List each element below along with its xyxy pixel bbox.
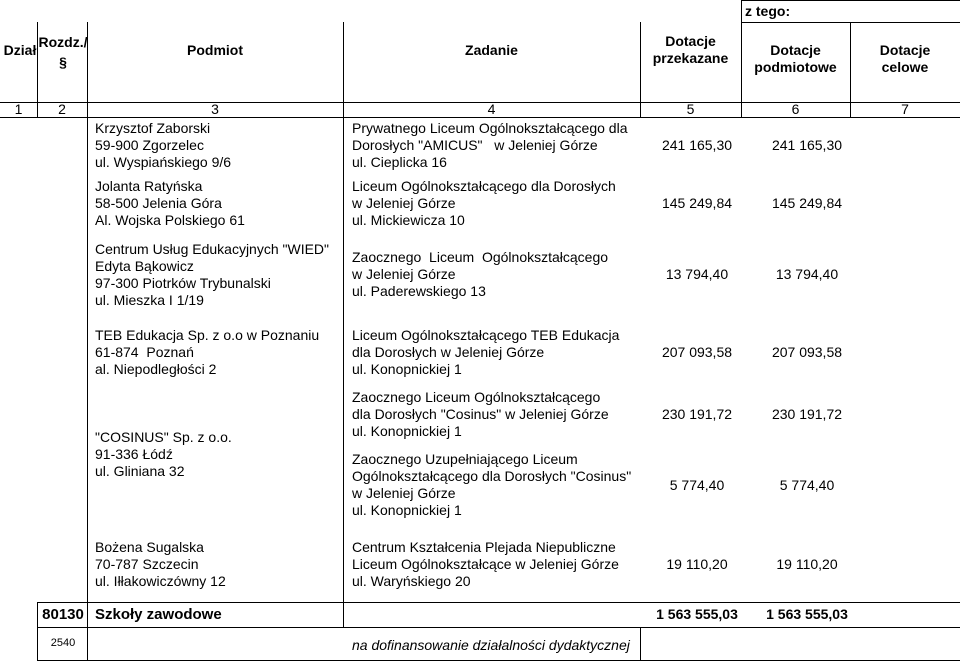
header-zadanie: Zadanie — [465, 42, 518, 58]
row-2-przekazane: 145 249,84 — [661, 195, 733, 211]
row-6-przekazane: 19 110,20 — [666, 556, 728, 572]
row-5-przekazane-1: 230 191,72 — [661, 406, 733, 422]
row-3-zadanie: Zaocznego Liceum Ogólnokształcącego w Jeleniej Górze ul. Paderewskiego 13 — [352, 249, 609, 299]
row-3-podmiot: Centrum Usług Edukacyjnych "WIED" Edyta Bąkowicz 97-300 Piotrków Trybunalski ul. Mieszka I 1/19 — [95, 241, 330, 308]
col-number-7: 7 — [901, 101, 909, 117]
header-rozdz — [37, 34, 89, 71]
row-5-podmiot: "COSINUS" Sp. z o.o. 91-336 Łódź ul. Gliniana 32 — [95, 429, 232, 479]
header-dotacje-przekazane: Dotacje przekazane — [652, 33, 729, 66]
row-6-podmiotowe: 19 110,20 — [776, 556, 838, 572]
header-dotacje-celowe: Dotacje celowe — [879, 42, 931, 75]
row-1-przekazane: 241 165,30 — [661, 137, 733, 153]
row-1-podmiotowe: 241 165,30 — [771, 137, 843, 153]
section-title: Szkoły zawodowe — [95, 606, 222, 623]
col-number-4: 4 — [487, 101, 496, 117]
col-number-6: 6 — [791, 101, 800, 117]
col-number-3: 3 — [211, 101, 219, 117]
row-3-podmiotowe: 13 794,40 — [775, 266, 839, 282]
header-dzial: Dział — [3, 42, 37, 58]
row-5-zadanie-2: Zaocznego Uzupełniającego Liceum Ogólnokształcącego dla Dorosłych "Cosinus" w Jeleniej Górze ul. Konopnickiej 1 — [352, 451, 632, 518]
col-number-5: 5 — [686, 101, 695, 117]
row-5-podmiotowe-1: 230 191,72 — [771, 406, 843, 422]
row-1-zadanie: Prywatnego Liceum Ogólnokształcącego dla Dorosłych "AMICUS" w Jeleniej Górze ul. Cieplicka 16 — [352, 120, 628, 170]
row-6-zadanie: Centrum Kształcenia Plejada Niepubliczne Liceum Ogólnokształcące w Jeleniej Górze ul. Waryńskiego 20 — [352, 539, 619, 589]
row-2-podmiot: Jolanta Ratyńska 58-500 Jelenia Góra Al. Wojska Polskiego 61 — [95, 178, 245, 228]
row-5-zadanie-1: Zaocznego Liceum Ogólnokształcącego dla Dorosłych "Cosinus" w Jeleniej Górze ul. Konopnickiej 1 — [352, 389, 609, 439]
row-4-przekazane: 207 093,58 — [661, 344, 733, 360]
subsection-title: na dofinansowanie działalności dydaktycznej — [352, 637, 630, 653]
header-dotacje-podmiotowe: Dotacje podmiotowe — [754, 42, 837, 75]
subsection-code: 2540 — [50, 637, 76, 649]
header-rozdz-label: Rozdz./ — [38, 34, 88, 50]
row-4-zadanie: Liceum Ogólnokształcącego TEB Edukacja dla Dorosłych w Jeleniej Górze ul. Konopnickiej 1 — [352, 327, 620, 377]
row-1-podmiot: Krzysztof Zaborski 59-900 Zgorzelec ul. Wyspiańskiego 9/6 — [95, 120, 232, 170]
col-number-1: 1 — [14, 101, 23, 117]
header-podmiot: Podmiot — [187, 42, 243, 58]
row-6-podmiot: Bożena Sugalska 70-787 Szczecin ul. Iłłakowiczówny 12 — [95, 539, 226, 589]
section-przekazane: 1 563 555,03 — [656, 606, 738, 622]
row-4-podmiotowe: 207 093,58 — [771, 344, 843, 360]
header-paragraph: § — [59, 54, 67, 70]
row-2-zadanie: Liceum Ogólnokształcącego dla Dorosłych w Jeleniej Górze ul. Mickiewicza 10 — [352, 178, 616, 228]
row-4-podmiot: TEB Edukacja Sp. z o.o w Poznaniu 61-874 Poznań al. Niepodległości 2 — [95, 327, 320, 377]
row-5-podmiotowe-2: 5 774,40 — [779, 477, 835, 493]
row-5-przekazane-2: 5 774,40 — [669, 477, 725, 493]
row-3-przekazane: 13 794,40 — [665, 266, 729, 282]
row-2-podmiotowe: 145 249,84 — [771, 195, 843, 211]
section-podmiotowe: 1 563 555,03 — [766, 606, 848, 622]
header-z-tego: z tego: — [745, 3, 791, 19]
col-number-2: 2 — [58, 101, 66, 117]
section-code: 80130 — [42, 606, 84, 623]
